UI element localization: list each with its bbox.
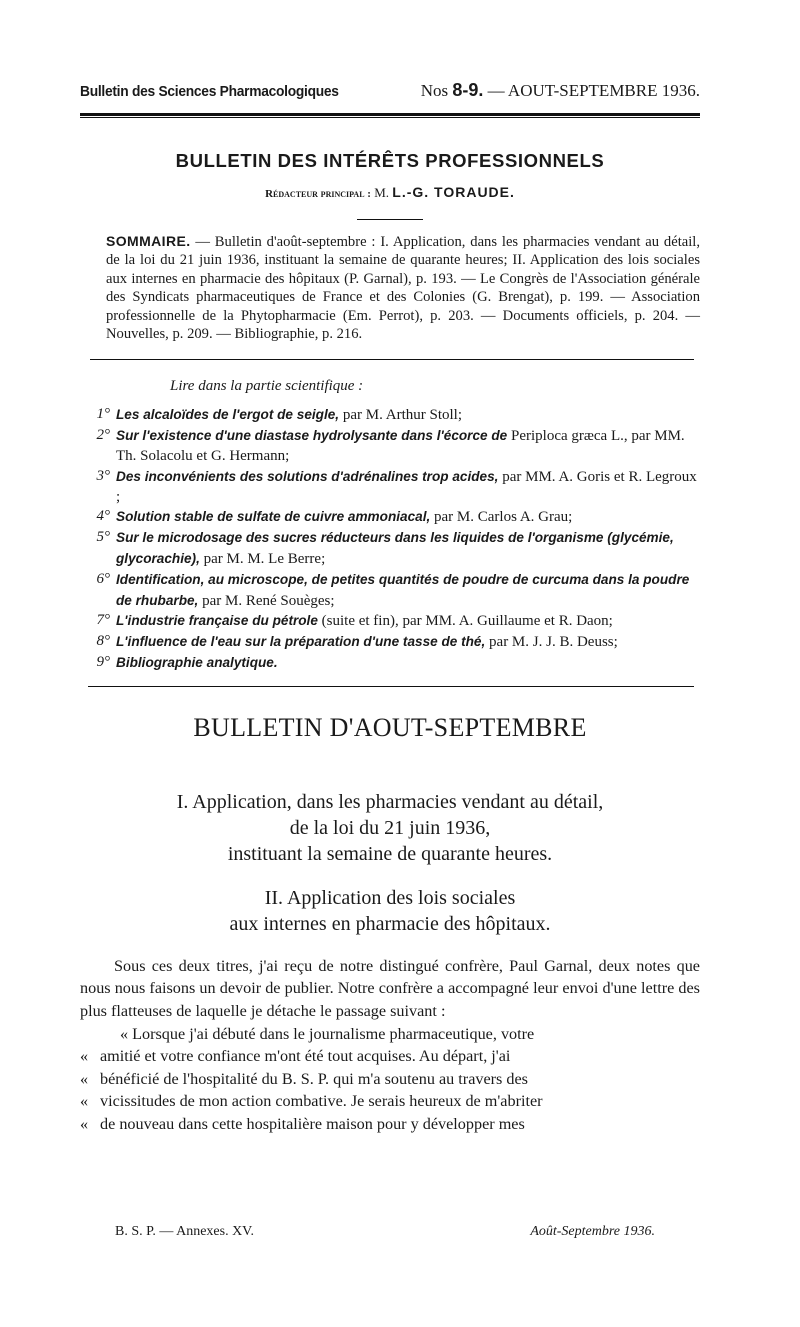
toc-item [80, 570, 700, 612]
lire-heading: Lire dans la partie scientifique : [170, 378, 364, 395]
toc-title: Des inconvénients des solutions d'adrénalines trop acides, [116, 468, 499, 484]
toc-title: Bibliographie analytique. [116, 655, 278, 670]
quote-text: bénéficié de l'hospitalité du B. S. P. qui m'a soutenu au travers des [100, 1069, 528, 1088]
short-divider [357, 219, 423, 220]
toc-title: Les alcaloïdes de l'ergot de seigle, [116, 407, 340, 423]
toc-item [80, 611, 700, 632]
toc-authors: par M. René Souèges; [198, 592, 335, 609]
issue-number: 8-9. [452, 80, 484, 100]
sommaire [106, 232, 700, 343]
quote-line: « bénéficié de l'hospitalité du B. S. P. qui m'a soutenu au travers des [80, 1069, 528, 1088]
toc-item [80, 653, 700, 674]
heading-line: instituant la semaine de quarante heures. [227, 842, 553, 865]
issue-date: — AOUT-SEPTEMBRE 1936. [487, 81, 700, 100]
quote-text: de nouveau dans cette hospitalière maison pour y développer mes [100, 1114, 525, 1133]
toc-title: L'influence de l'eau sur la préparation d'une tasse de thé, [116, 634, 486, 650]
heading-line: I. Application, dans les pharmacies vendant au détail, [176, 790, 604, 813]
toc-authors: par M. Arthur Stoll; [339, 407, 463, 424]
section-heading-1 [80, 789, 700, 867]
heading-line: II. Application des lois sociales [264, 886, 516, 909]
quoted-letter [80, 1023, 700, 1136]
toc-number: 6° [96, 570, 110, 587]
toc-number: 4° [96, 508, 110, 525]
toc-title: Solution stable de sulfate de cuivre ammoniacal, [116, 509, 431, 525]
header-rule [80, 113, 700, 116]
journal-name: Bulletin des Sciences Pharmacologiques [80, 83, 339, 100]
toc-item [80, 632, 700, 653]
toc-authors: par M. M. Le Berre; [199, 551, 326, 568]
quote-text: amitié et votre confiance m'ont été tout acquises. Au départ, j'ai [100, 1047, 511, 1066]
toc-item [80, 405, 700, 426]
header-rule-thin [80, 117, 700, 118]
toc-title: Identification, au microscope, de petites quantités de poudre de curcuma dans la poudre de rhubarbe, [116, 571, 690, 608]
sommaire-text: — Bulletin d'août-septembre : I. Application, dans les pharmacies vendant au détail, de la loi du 21 juin 1936, instituant la semaine de quarante heures; II. Application des lois sociales aux internes en pharmacie des hôpitaux (P. Garnal), p. 193. — Le Congrès de l'Association générale des Syndicats pharmaceutiques de France et des Colonies (G. Brengat), p. 199. — Association professionnelle de la Phytopharmacie (Em. Perrot), p. 203. — Documents officiels, p. 204. — Nouvelles, p. 209. — Bibliographie, p. 216. [106, 234, 700, 343]
issue-prefix: Nos [420, 81, 449, 100]
toc-authors: par M. J. J. B. Deuss; [485, 634, 618, 651]
toc-authors: Periploca græca L., par MM. Th. Solacolu et G. Hermann; [116, 428, 685, 465]
toc-number: 8° [96, 633, 110, 650]
editor-line [80, 184, 700, 201]
toc-number: 1° [96, 406, 110, 423]
toc-number: 7° [96, 612, 110, 629]
quote-text: vicissitudes de mon action combative. Je serais heureux de m'abriter [100, 1092, 543, 1111]
toc-number: 9° [96, 654, 110, 670]
toc-authors: (suite et fin), par MM. A. Guillaume et R. Daon; [317, 613, 613, 630]
toc-item [80, 426, 700, 467]
section-heading-2 [80, 885, 700, 937]
intro-paragraph: Sous ces deux titres, j'ai reçu de notre distingué confrère, Paul Garnal, deux notes que nous nous faisons un devoir de publier. Notre confrère a accompagné leur envoi d'une lettre des plus flatteuses de laquelle je détache le passage suivant : [80, 956, 700, 1020]
sommaire-label: SOMMAIRE. [106, 233, 191, 249]
footer-left: B. S. P. — Annexes. XV. [115, 1224, 254, 1239]
footer-right: Août-Septembre 1936. [530, 1224, 655, 1239]
toc-authors: par MM. A. Goris et R. Legroux ; [116, 468, 697, 505]
quote-line: « Lorsque j'ai débuté dans le journalisme pharmaceutique, votre [120, 1024, 535, 1043]
editor-name-prefix: M. [374, 185, 390, 200]
quote-line: « amitié et votre confiance m'ont été tout acquises. Au départ, j'ai [80, 1047, 511, 1066]
toc-item [80, 467, 700, 508]
toc-authors: par M. Carlos A. Grau; [430, 509, 573, 526]
toc-title: L'industrie française du pétrole [116, 613, 318, 629]
editor-label: Rédacteur principal : [265, 188, 371, 200]
document-page [80, 80, 700, 1136]
section-divider [88, 686, 694, 687]
toc-item [80, 507, 700, 528]
bulletin-title: BULLETIN D'AOUT-SEPTEMBRE [193, 712, 587, 742]
toc-title: Sur le microdosage des sucres réducteurs dans les liquides de l'organisme (glycémie, glycorachie), [116, 530, 674, 567]
toc-number: 5° [96, 529, 110, 546]
running-header [80, 80, 700, 101]
toc-number: 3° [96, 467, 110, 484]
page-footer [115, 1224, 655, 1240]
heading-line: de la loi du 21 juin 1936, [289, 816, 491, 839]
page-title: BULLETIN DES INTÉRÊTS PROFESSIONNELS [175, 150, 605, 171]
toc-number: 2° [96, 427, 110, 444]
toc-title: Sur l'existence d'une diastase hydrolysante dans l'écorce de [116, 428, 508, 444]
toc-item [80, 528, 700, 570]
heading-line: aux internes en pharmacie des hôpitaux. [229, 912, 551, 935]
quote-line: « de nouveau dans cette hospitalière maison pour y développer mes [80, 1114, 525, 1133]
section-divider [90, 359, 694, 360]
article-body [80, 955, 700, 1136]
quote-line: « vicissitudes de mon action combative. Je serais heureux de m'abriter [80, 1092, 543, 1111]
issue-info [421, 80, 700, 101]
editor-name: L.-G. TORAUDE. [392, 184, 515, 200]
table-of-contents [80, 405, 700, 673]
